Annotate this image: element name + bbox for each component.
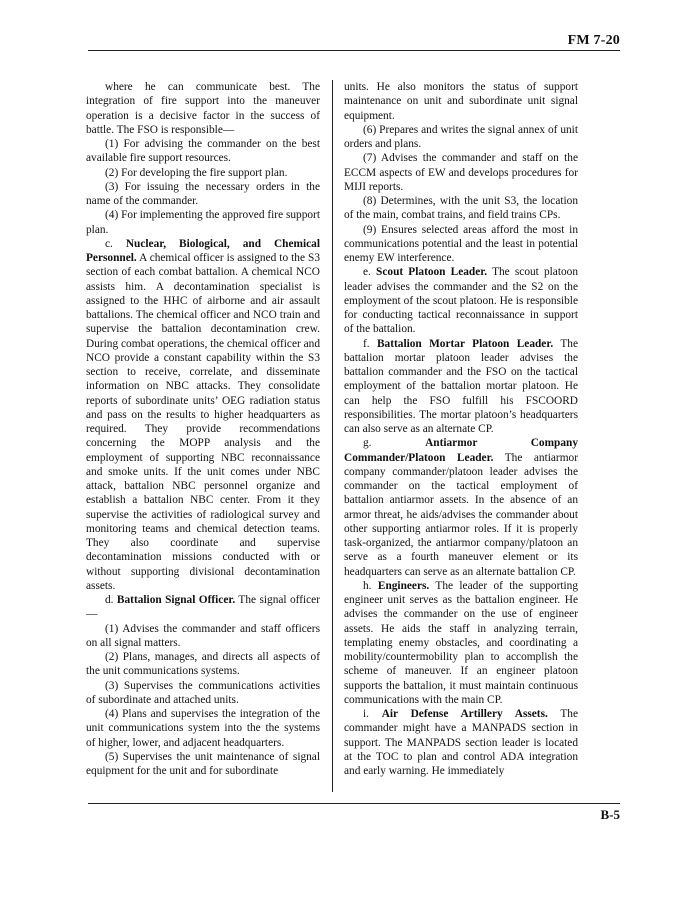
section-heading: Scout Platoon Leader.	[376, 266, 488, 279]
section-paragraph: g. Antiarmor Company Commander/Platoon Leader. The antiarmor company commander/platoon leader advises the commander on the tactical employment of battalion antiarmor assets. In the absence of an armor threat, he aids/advises the commander about other supporting antiarmor roles. If it is properly task-organized, the antiarmor company/platoon an serve as a fourth maneuver element or its headquarters can serve as an alternate battalion CP.	[344, 437, 579, 578]
paragraph: where he can communicate best. The integration of fire support into the maneuver operation is a decisive factor in the success of battle. The FSO is responsible—	[86, 81, 320, 136]
section-heading: Battalion Signal Officer.	[116, 594, 236, 606]
section-heading: Battalion Mortar Platoon Leader.	[376, 337, 554, 350]
section-paragraph: i. Air Defense Artillery Assets. The commander might have a MANPADS section in support. The MANPADS section leader is located at the TOC to plan and control ADA integration and early warning. He immediately	[344, 708, 578, 777]
page-header	[0, 0, 695, 60]
section-paragraph: d. Battalion Signal Officer. The signal officer—	[86, 594, 320, 621]
paragraph: (2) Plans, manages, and directs all aspects of the unit communications systems.	[86, 651, 320, 678]
manual-title: FM 7-20	[567, 33, 620, 48]
section-paragraph: c. Nuclear, Biological, and Chemical Personnel. A chemical officer is assigned to the S3 section of each combat battalion. A chemical NCO assists him. A decontamination specialist is assigned to the HHC of airborne and air assault battalions. The chemical officer and NCO train and supervise the battalion decontamination crew. During combat operations, the chemical officer and NCO provide a constant capability within the S3 section to receive, correlate, and disseminate information on NBC attacks. They consolidate reports of subordinate units’ OEG radiation status and pass on the results to higher headquarters as required. They provide recommendations concerning the MOPP analysis and the employment of supporting NBC reconnaissance and smoke units. If the unit comes under NBC attack, battalion NBC personnel organize and establish a battalion NBC center. From it they supervise the activities of radiological survey and monitoring teams and chemical detection teams. They also coordinate and supervise decontamination missions conducted with or without supporting divisional decontamination assets.	[86, 237, 320, 592]
paragraph: (4) For implementing the approved fire support plan.	[86, 209, 320, 236]
section-paragraph: e. Scout Platoon Leader. The scout platoon leader advises the commander and the S2 on the employment of the scout platoon. He is responsible for conducting tactical reconnaissance in support of the battalion.	[344, 266, 578, 336]
header-rule	[88, 50, 620, 51]
paragraph: (7) Advises the commander and staff on the ECCM aspects of EW and develops procedures for MIJI reports.	[344, 152, 578, 193]
paragraph: (3) Supervises the communications activities of subordinate and attached units.	[86, 679, 320, 706]
section-heading: Engineers.	[377, 579, 430, 592]
paragraph: (5) Supervises the unit maintenance of signal equipment for the unit and for subordinate	[86, 750, 320, 777]
section-heading: Nuclear, Biological, and Chemical Personnel.	[86, 237, 320, 264]
paragraph: (6) Prepares and writes the signal annex of unit orders and plans.	[344, 123, 578, 150]
paragraph: (1) Advises the commander and staff officers on all signal matters.	[86, 622, 320, 649]
paragraph: (9) Ensures selected areas afford the most in communications potential and the least in potential enemy EW interference.	[344, 223, 578, 264]
column-divider	[332, 80, 333, 792]
paragraph: (1) For advising the commander on the best available fire support resources.	[86, 138, 320, 165]
paragraph: (2) For developing the fire support plan.	[105, 166, 288, 179]
paragraph: (4) Plans and supervises the integration of the unit communications system into the the systems of higher, lower, and adjacent headquarters.	[86, 708, 320, 749]
section-heading: Antiarmor Company Commander/Platoon Leader.	[344, 437, 579, 464]
paragraph: (8) Determines, with the unit S3, the location of the main, combat trains, and field trains CPs.	[344, 195, 578, 222]
paragraph: (3) For issuing the necessary orders in the name of the commander.	[86, 180, 320, 207]
section-paragraph: f. Battalion Mortar Platoon Leader. The battalion mortar platoon leader advises the battalion commander and the FSO on the tactical employment of the battalion mortar platoon. He can help the FSO fulfill his FSCOORD responsibilities. The mortar platoon’s headquarters can also serve as an alternate CP.	[344, 337, 578, 435]
section-paragraph: h. Engineers. The leader of the supporting engineer unit serves as the battalion engineer. He advises the commander on the use of engineer assets. He aids the staff in analyzing terrain, templating enemy obstacles, and coordinating a mobility/countermobility plan to accomplish the scheme of maneuver. If an engineer platoon supports the battalion, it must maintain continuous communications with the main CP.	[344, 579, 579, 706]
paragraph: units. He also monitors the status of support maintenance on unit and subordinate unit signal equipment.	[344, 81, 578, 122]
left-column	[86, 80, 320, 778]
section-heading: Air Defense Artillery Assets.	[381, 708, 548, 720]
right-column	[344, 80, 578, 778]
page-number: B-5	[600, 807, 620, 822]
footer-rule	[88, 803, 620, 804]
